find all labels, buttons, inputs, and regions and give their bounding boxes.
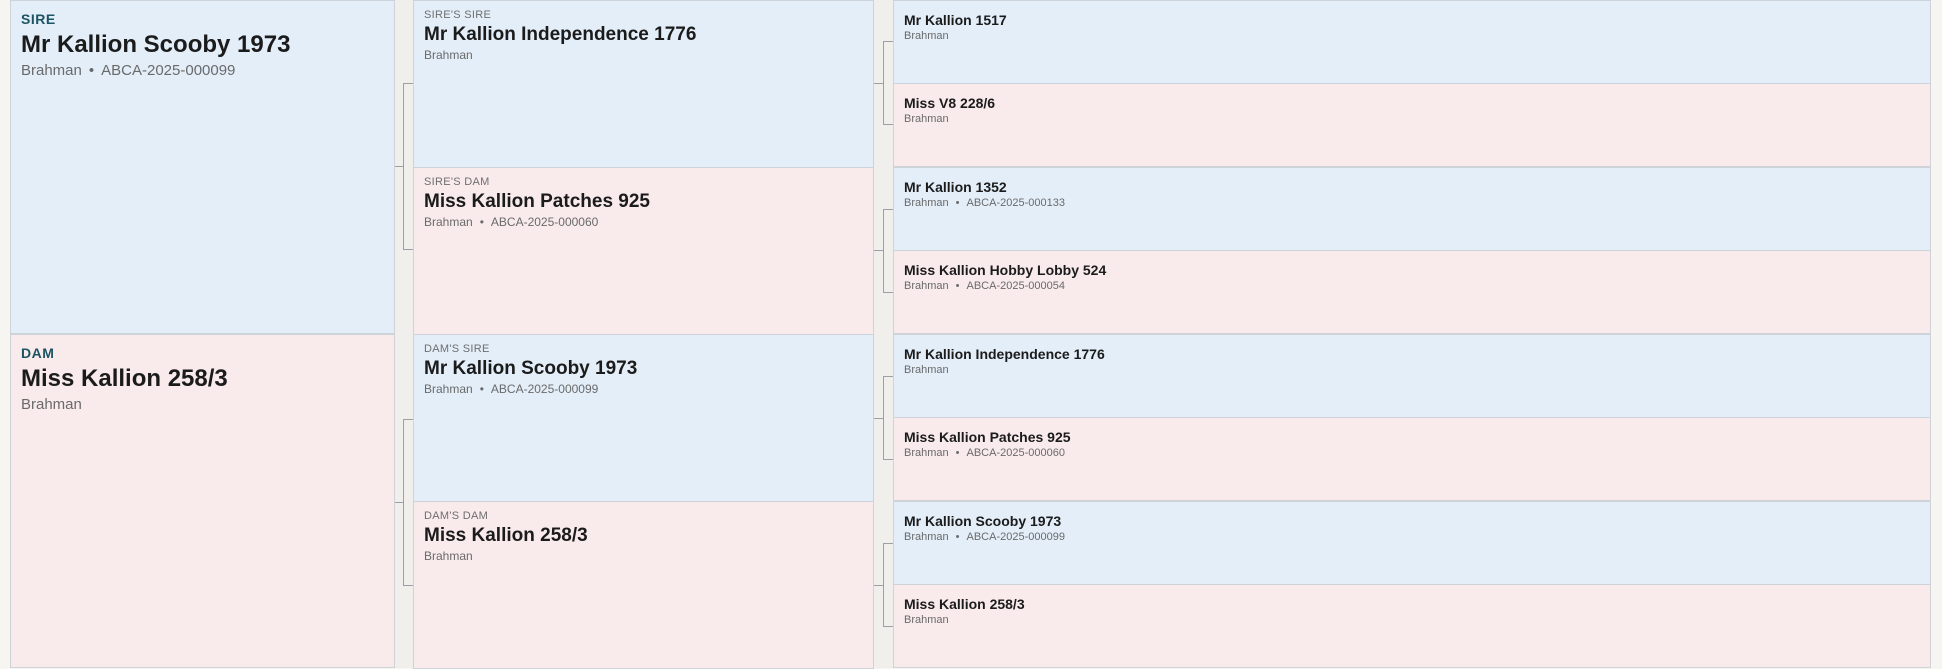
breed: Brahman — [904, 364, 949, 376]
animal-meta — [904, 30, 1920, 42]
animal-name: Miss Kallion Patches 925 — [904, 429, 1071, 445]
animal-meta — [21, 62, 384, 79]
separator-dot: • — [479, 215, 484, 229]
separator-dot: • — [955, 447, 960, 459]
animal-name: Mr Kallion Scooby 1973 — [904, 513, 1062, 529]
separator-dot: • — [479, 382, 484, 396]
pedigree-card-gen3[interactable] — [893, 501, 1931, 585]
animal-name: Miss Kallion Patches 925 — [424, 191, 650, 212]
animal-meta — [904, 447, 1920, 459]
pedigree-card-gen3[interactable] — [893, 334, 1931, 418]
role-label: SIRE'S SIRE — [424, 9, 492, 21]
animal-meta — [424, 382, 863, 396]
registration-number: ABCA-2025-000099 — [101, 62, 236, 79]
role-label: DAM'S DAM — [424, 510, 489, 522]
role-label: DAM — [21, 345, 55, 361]
breed: Brahman — [424, 549, 473, 563]
pedigree-card-gen3[interactable] — [893, 584, 1931, 668]
animal-name: Miss V8 228/6 — [904, 95, 996, 111]
pedigree-card-gen3[interactable] — [893, 250, 1931, 334]
registration-number: ABCA-2025-000054 — [966, 280, 1065, 292]
connector-bracket — [883, 376, 893, 460]
connector-bracket — [883, 209, 893, 293]
animal-name: Miss Kallion 258/3 — [424, 525, 588, 546]
pedigree-card-sire[interactable] — [10, 0, 395, 334]
animal-meta — [904, 614, 1920, 626]
separator-dot: • — [955, 197, 960, 209]
separator-dot: • — [88, 62, 95, 79]
animal-meta — [904, 197, 1920, 209]
pedigree-card-sires-sire[interactable] — [413, 0, 874, 168]
breed: Brahman — [904, 280, 949, 292]
animal-meta — [904, 113, 1920, 125]
connector-bracket — [883, 543, 893, 627]
animal-name: Mr Kallion Scooby 1973 — [21, 31, 291, 58]
connector-line — [874, 418, 883, 419]
role-label: SIRE'S DAM — [424, 176, 490, 188]
animal-meta — [904, 531, 1920, 543]
connector-bracket — [883, 41, 893, 125]
registration-number: ABCA-2025-000133 — [966, 197, 1065, 209]
registration-number: ABCA-2025-000099 — [966, 531, 1065, 543]
animal-name: Mr Kallion Scooby 1973 — [424, 358, 638, 379]
connector-line — [395, 166, 403, 167]
breed: Brahman — [904, 531, 949, 543]
breed: Brahman — [904, 614, 949, 626]
separator-dot: • — [955, 280, 960, 292]
connector-line — [874, 83, 883, 84]
connector-line — [395, 502, 403, 503]
breed: Brahman — [21, 396, 82, 413]
pedigree-card-sires-dam[interactable] — [413, 167, 874, 335]
pedigree-card-gen3[interactable] — [893, 167, 1931, 251]
role-label: SIRE — [21, 11, 56, 27]
animal-meta — [424, 48, 863, 62]
breed: Brahman — [904, 447, 949, 459]
separator-dot: • — [955, 531, 960, 543]
animal-meta — [904, 364, 1920, 376]
pedigree-card-dams-dam[interactable] — [413, 501, 874, 669]
breed: Brahman — [904, 113, 949, 125]
pedigree-card-dam[interactable] — [10, 334, 395, 668]
breed: Brahman — [424, 382, 473, 396]
connector-bracket — [403, 83, 413, 250]
pedigree-card-gen3[interactable] — [893, 0, 1931, 84]
animal-name: Mr Kallion 1517 — [904, 12, 1007, 28]
breed: Brahman — [424, 48, 473, 62]
animal-meta — [21, 396, 384, 413]
animal-name: Miss Kallion 258/3 — [904, 596, 1025, 612]
animal-name: Mr Kallion Independence 1776 — [904, 346, 1105, 362]
animal-name: Mr Kallion Independence 1776 — [424, 24, 697, 45]
pedigree-card-gen3[interactable] — [893, 417, 1931, 501]
registration-number: ABCA-2025-000099 — [490, 382, 599, 396]
breed: Brahman — [21, 62, 82, 79]
animal-name: Mr Kallion 1352 — [904, 179, 1007, 195]
connector-line — [874, 250, 883, 251]
animal-name: Miss Kallion Hobby Lobby 524 — [904, 262, 1107, 278]
pedigree-card-dams-sire[interactable] — [413, 334, 874, 502]
animal-meta — [424, 215, 863, 229]
animal-meta — [424, 549, 863, 563]
animal-meta — [904, 280, 1920, 292]
connector-line — [874, 585, 883, 586]
connector-bracket — [403, 419, 413, 586]
pedigree-card-gen3[interactable] — [893, 83, 1931, 167]
registration-number: ABCA-2025-000060 — [966, 447, 1065, 459]
breed: Brahman — [904, 30, 949, 42]
breed: Brahman — [904, 197, 949, 209]
registration-number: ABCA-2025-000060 — [490, 215, 599, 229]
role-label: DAM'S SIRE — [424, 343, 490, 355]
animal-name: Miss Kallion 258/3 — [21, 365, 228, 392]
breed: Brahman — [424, 215, 473, 229]
